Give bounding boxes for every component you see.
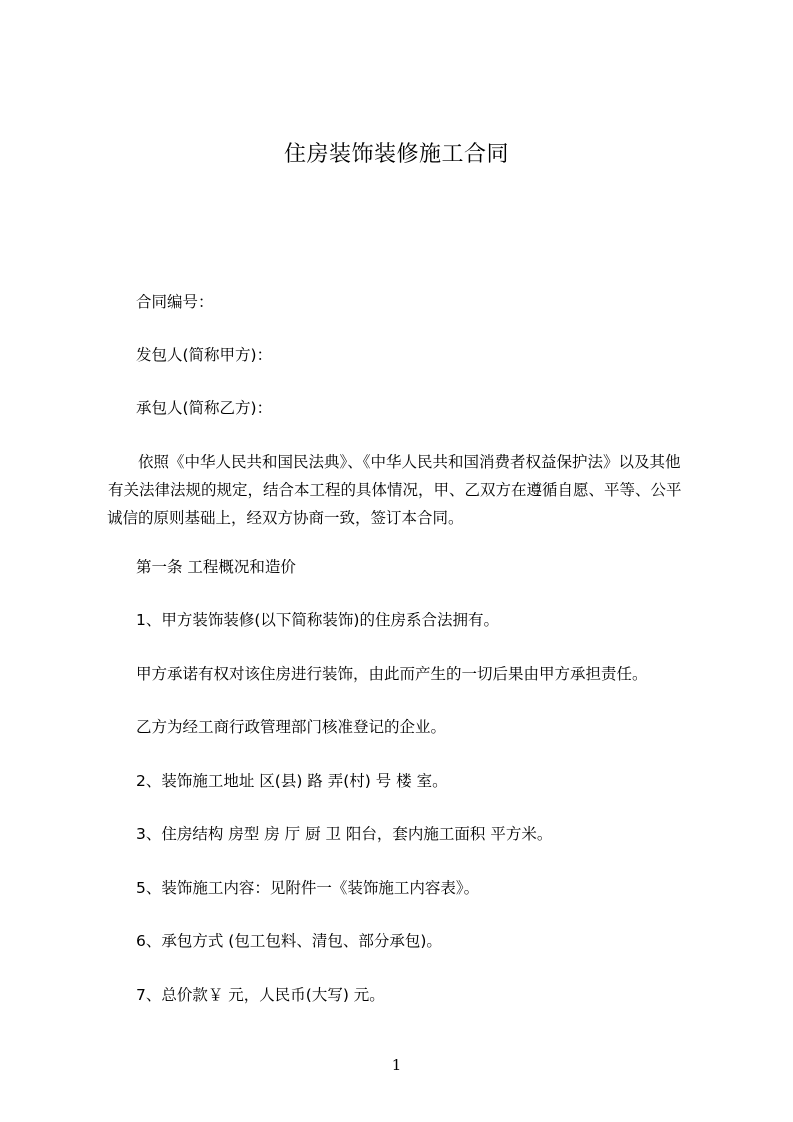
party-a-label: 发包人(简称甲方)：	[136, 346, 273, 364]
clause-1: 1、甲方装饰装修(以下简称装饰)的住房系合法拥有。	[136, 611, 499, 629]
party-b-label: 承包人(简称乙方)：	[136, 399, 273, 417]
clause-party-a-commitment: 甲方承诺有权对该住房进行装饰，由此而产生的一切后果由甲方承担责任。	[136, 665, 648, 683]
clause-3-structure: 3、住房结构 房型 房 厅 厨 卫 阳台，套内施工面积 平方米。	[136, 825, 553, 843]
clause-2-address: 2、装饰施工地址 区(县) 路 弄(村) 号 楼 室。	[136, 772, 448, 790]
preamble-line-2: 有关法律法规的规定，结合本工程的具体情况，甲、乙双方在遵循自愿、平等、公平	[108, 481, 682, 499]
page-number: 1	[391, 1056, 402, 1074]
clause-7-total-price: 7、总价款￥ 元，人民币(大写) 元。	[136, 986, 385, 1004]
preamble-paragraph	[108, 448, 708, 532]
preamble-line-3: 诚信的原则基础上，经双方协商一致，签订本合同。	[107, 509, 464, 527]
document-title: 住房装饰装修施工合同	[283, 142, 509, 167]
preamble-line-1: 依照《中华人民共和国民法典》、《中华人民共和国消费者权益保护法》以及其他	[138, 453, 681, 471]
article-1-heading: 第一条 工程概况和造价	[136, 558, 296, 576]
contract-number-label: 合同编号：	[136, 293, 214, 311]
clause-6-contract-mode: 6、承包方式 (包工包料、清包、部分承包)。	[136, 932, 442, 950]
clause-5-content: 5、装饰施工内容：见附件一《装饰施工内容表》。	[136, 879, 480, 897]
clause-party-b-registration: 乙方为经工商行政管理部门核准登记的企业。	[136, 718, 447, 736]
